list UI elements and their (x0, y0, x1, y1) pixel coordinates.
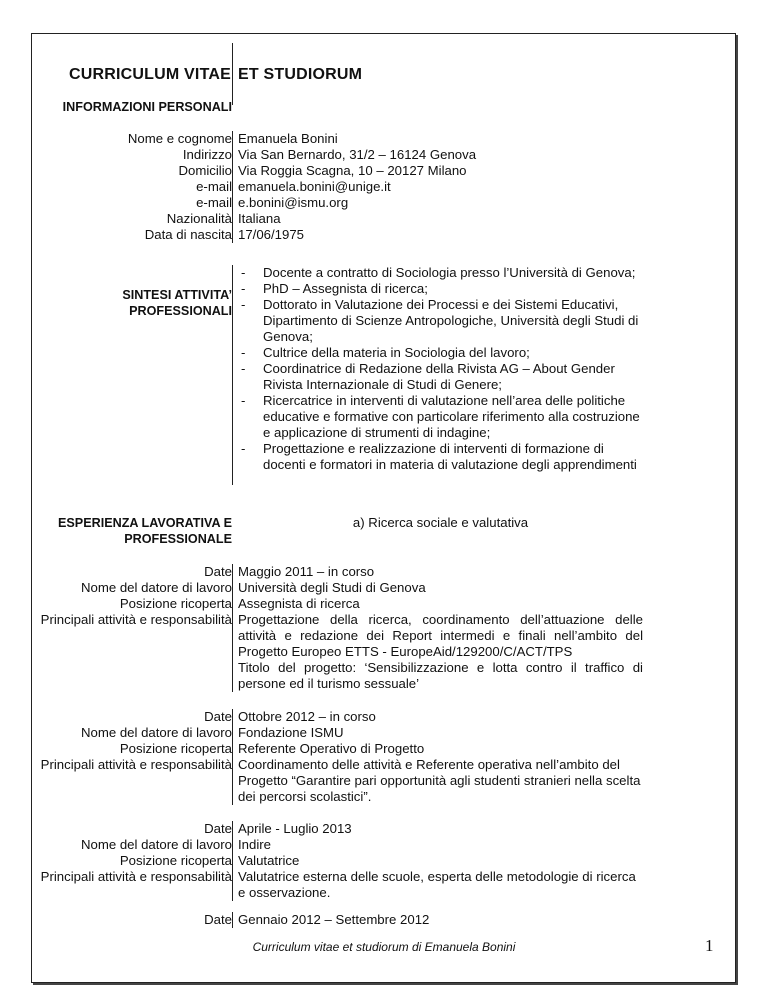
label-email-1: e-mail (196, 179, 232, 194)
label-date: Date (204, 709, 232, 724)
label-birthdate: Data di nascita (144, 227, 232, 242)
job-date: Maggio 2011 – in corso (238, 564, 375, 579)
value-domicile: Via Roggia Scagna, 10 – 20127 Milano (238, 163, 467, 178)
job-position: Assegnista di ricerca (238, 596, 360, 611)
summary-list (238, 265, 643, 473)
value-email-2: e.bonini@ismu.org (238, 195, 349, 210)
value-name: Emanuela Bonini (238, 131, 338, 146)
job-activities: Coordinamento delle attività e Referente operativa nell’ambito del Progetto “Garantire pari opportunità agli studenti stranieri nella scelta dei percorsi scolastici”. (238, 757, 641, 804)
list-item: - Progettazione e realizzazione di interventi di formazione di docenti e formatori in materia di valutazione degli apprendimenti (238, 441, 643, 473)
label-position: Posizione ricoperta (119, 853, 232, 868)
value-address: Via San Bernardo, 31/2 – 16124 Genova (238, 147, 477, 162)
job-project-title: Titolo del progetto: ‘Sensibilizzazione e lotta contro il traffico di persone ed il turismo sessuale’ (238, 660, 643, 691)
job-employer: Indire (238, 837, 271, 852)
section-experience-line2: PROFESSIONALE (124, 532, 232, 546)
label-employer: Nome del datore di lavoro (80, 837, 232, 852)
label-activities: Principali attività e responsabilità (40, 869, 232, 884)
section-personal-info: INFORMAZIONI PERSONALI (62, 100, 232, 114)
title-divider (232, 43, 233, 105)
experience-subheading: a) Ricerca sociale e valutativa (352, 515, 529, 530)
job-employer: Fondazione ISMU (238, 725, 344, 740)
label-employer: Nome del datore di lavoro (80, 725, 232, 740)
label-position: Posizione ricoperta (119, 596, 232, 611)
job-employer: Università degli Studi di Genova (238, 580, 426, 595)
section-summary-line2: PROFESSIONALI (129, 304, 232, 318)
job-date: Gennaio 2012 – Settembre 2012 (238, 912, 430, 927)
list-item: - PhD – Assegnista di ricerca; (238, 281, 643, 297)
job-position: Referente Operativo di Progetto (238, 741, 425, 756)
job-position: Valutatrice (238, 853, 300, 868)
list-item: - Ricercatrice in interventi di valutazione nell’area delle politiche educative e formative con particolare riferimento alla costruzione e applicazione di strumenti di indagine; (238, 393, 643, 441)
label-date: Date (204, 821, 232, 836)
label-activities: Principali attività e responsabilità (40, 757, 232, 772)
summary-block (0, 265, 768, 485)
label-date: Date (204, 912, 232, 927)
label-position: Posizione ricoperta (119, 741, 232, 756)
job-activities: Valutatrice esterna delle scuole, esperta delle metodologie di ricerca e osservazione. (238, 869, 636, 900)
list-item: - Docente a contratto di Sociologia presso l’Università di Genova; (238, 265, 643, 281)
personal-info-block (0, 131, 768, 243)
value-birthdate: 17/06/1975 (238, 227, 305, 242)
label-nationality: Nazionalità (166, 211, 232, 226)
label-activities: Principali attività e responsabilità (40, 612, 232, 627)
label-name: Nome e cognome (127, 131, 232, 146)
job-entry (0, 709, 768, 805)
job-entry (0, 821, 768, 901)
section-experience-line1: ESPERIENZA LAVORATIVA E (58, 516, 232, 530)
page-footer: Curriculum vitae et studiorum di Emanuela Bonini (252, 940, 516, 954)
job-date: Aprile - Luglio 2013 (238, 821, 352, 836)
label-date: Date (204, 564, 232, 579)
list-item: - Dottorato in Valutazione dei Processi e dei Sistemi Educativi, Dipartimento di Scienze Antropologiche, Università degli Studi di Genova; (238, 297, 643, 345)
value-nationality: Italiana (238, 211, 281, 226)
job-entry (0, 912, 768, 928)
cv-title-right: ET STUDIORUM (238, 66, 363, 83)
label-employer: Nome del datore di lavoro (80, 580, 232, 595)
job-activities (238, 612, 643, 692)
job-entry (0, 564, 768, 692)
page-number: 1 (705, 936, 714, 955)
job-date: Ottobre 2012 – in corso (238, 709, 376, 724)
job-activities-text: Progettazione della ricerca, coordinamento dell’attuazione delle attività e redazione dei Report intermedi e finali nell’ambito del Progetto Europeo ETTS - EuropeAid/129200/C/ACT/TPS (238, 612, 643, 659)
section-summary-line1: SINTESI ATTIVITA’ (122, 288, 232, 302)
label-email-2: e-mail (196, 195, 232, 210)
value-email-1: emanuela.bonini@unige.it (238, 179, 391, 194)
label-address: Indirizzo (182, 147, 232, 162)
label-domicile: Domicilio (178, 163, 232, 178)
list-item: - Coordinatrice di Redazione della Rivista AG – About Gender Rivista Internazionale di Studi di Genere; (238, 361, 643, 393)
cv-title-left: CURRICULUM VITAE (68, 66, 231, 83)
list-item: - Cultrice della materia in Sociologia del lavoro; (238, 345, 643, 361)
